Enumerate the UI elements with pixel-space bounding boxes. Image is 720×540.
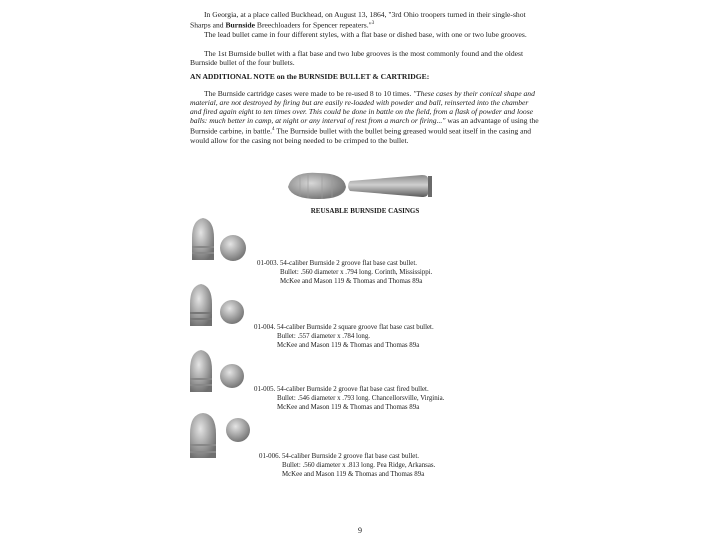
casing-side-view [348,175,432,197]
entry-01-005 [254,385,444,412]
entry-dimensions: Bullet: .546 diameter x .793 long. Chancellorsville, Virginia. [277,395,445,402]
entry-reference: McKee and Mason 119 & Thomas and Thomas 89a [277,342,420,349]
casings-photo [282,165,452,205]
entry-title: 01-004. 54-caliber Burnside 2 square groove flat base cast bullet. [254,324,434,331]
bullet-photo-01-004 [184,282,254,328]
casings-caption: REUSABLE BURNSIDE CASINGS [310,207,420,215]
entry-reference: McKee and Mason 119 & Thomas and Thomas 89a [282,471,425,478]
entry-dimensions: Bullet: .557 diameter x .784 long. [277,333,371,340]
note-heading: AN ADDITIONAL NOTE on the BURNSIDE BULLET & CARTRIDGE: [190,72,430,81]
entry-title: 01-006. 54-caliber Burnside 2 groove flat base cast bullet. [259,453,419,460]
entry-01-004 [254,323,434,350]
bullet-photo-01-006 [184,412,260,460]
page-number: 9 [358,526,362,535]
bullet-photo-01-005 [184,348,254,394]
entry-title: 01-005. 54-caliber Burnside 2 groove flat base cast fired bullet. [254,386,429,393]
entry-title: 01-003. 54-caliber Burnside 2 groove flat base cast bullet. [257,260,417,267]
note-paragraph: The Burnside cartridge cases were made to be re-used 8 to 10 times. "These cases by their conical shape and material, are not destroyed by firing but are easily re-loaded with powder and ball, reinserted into the chamber and fired again eight to ten times over. This could be done in battle on the field, from a flask of powder and loose balls: much better in camp, at night or any interval of rest from a march or firing..." was an advantage of using the Burnside carbine, in battle.$^4$ The Burnside bullet with the bullet being greased would seat itself in the casing and would allow for the casing not being needed to be crimped to the bullet. [190,89,539,145]
bullet-photo-01-003 [186,216,256,262]
entry-01-006 [259,452,435,479]
casing-end-view [288,173,346,199]
intro-paragraph-1: In Georgia, at a place called Buckhead, on August 13, 1864, "3rd Ohio troopers turned in their single-shot Sharps and Burnside Breechloaders for Spencer repeaters."$^3$ [190,10,526,30]
entry-dimensions: Bullet: .560 diameter x .794 long. Corinth, Mississippi. [280,269,433,276]
intro-paragraph-3: The 1st Burnside bullet with a flat base and two lube grooves is the most commonly found and the oldest Burnside bullet of the four bullets. [190,49,524,67]
entry-reference: McKee and Mason 119 & Thomas and Thomas 89a [277,404,420,411]
intro-paragraph-2: The lead bullet came in four different styles, with a flat base or dished base, with one or two lube grooves. [204,30,527,39]
entry-01-003 [257,259,432,286]
entry-reference: McKee and Mason 119 & Thomas and Thomas 89a [280,278,423,285]
entry-dimensions: Bullet: .560 diameter x .813 long. Pea Ridge, Arkansas. [282,462,436,469]
